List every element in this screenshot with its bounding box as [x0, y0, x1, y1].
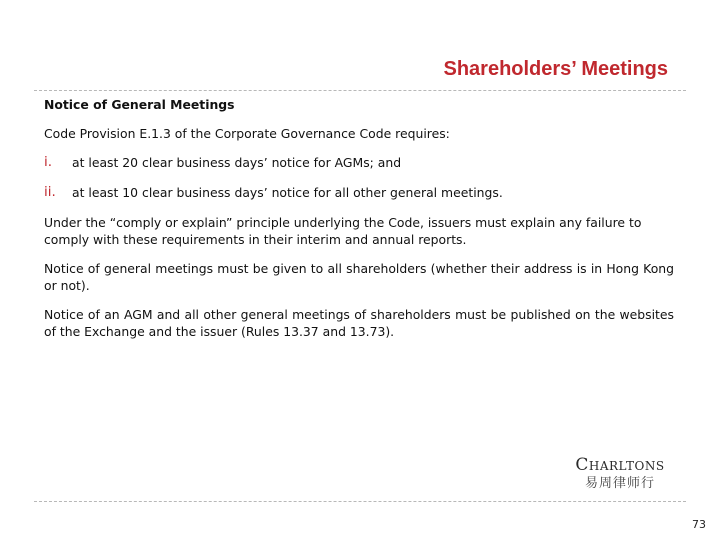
slide-content: [44, 96, 674, 352]
publication-paragraph: Notice of an AGM and all other general meetings of shareholders must be published on the websites of the Exchange and the issuer (Rules 13.37 and 13.73).: [44, 307, 674, 339]
top-divider: [34, 90, 686, 91]
logo-subtitle: 易周律师行: [584, 476, 655, 491]
shareholders-paragraph: Notice of general meetings must be given to all shareholders (whether their address is in Hong Kong or not).: [44, 261, 674, 293]
logo-name: Charltons: [575, 455, 665, 475]
intro-text: Code Provision E.1.3 of the Corporate Governance Code requires:: [44, 126, 450, 141]
section-heading: Notice of General Meetings: [44, 97, 235, 112]
bottom-divider: [34, 501, 686, 502]
page-number: 73: [692, 518, 706, 531]
comply-explain-paragraph: Under the “comply or explain” principle underlying the Code, issuers must explain any failure to comply with these requirements in their interim and annual reports.: [44, 215, 642, 247]
list-item-text: at least 10 clear business days’ notice for all other general meetings.: [72, 185, 503, 200]
list-item: [44, 154, 674, 171]
requirements-list: [44, 154, 674, 201]
list-item: [44, 184, 674, 201]
charltons-logo: [560, 455, 680, 493]
list-marker: ii.: [44, 184, 56, 200]
list-marker: i.: [44, 154, 53, 170]
slide-title: Shareholders’ Meetings: [443, 58, 668, 80]
list-item-text: at least 20 clear business days’ notice for AGMs; and: [72, 155, 402, 170]
